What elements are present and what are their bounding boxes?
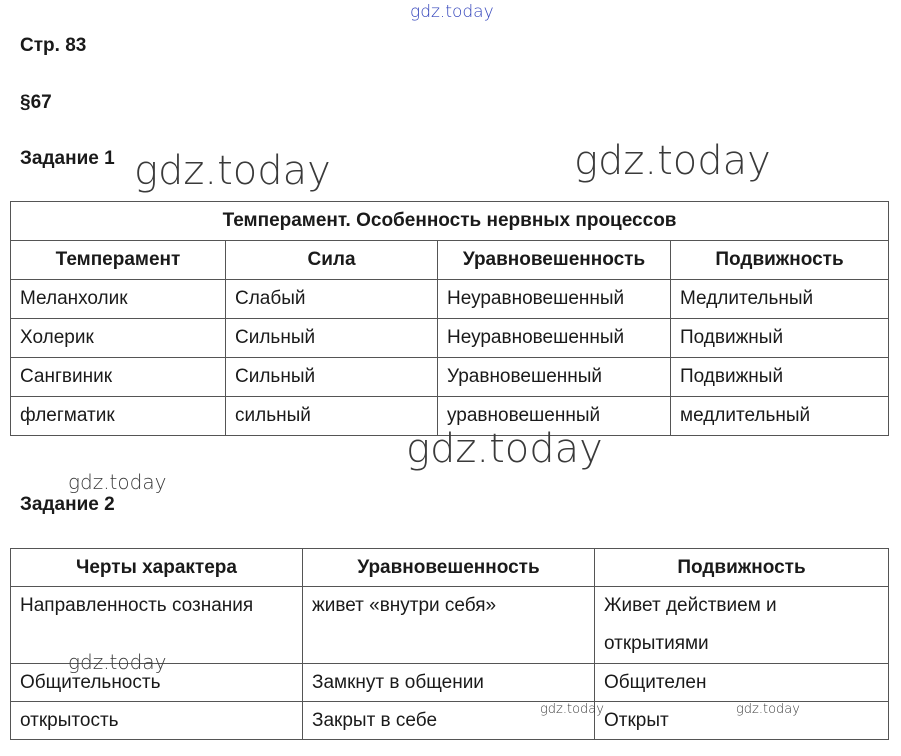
column-header: Уравновешенность [438,241,671,280]
table-cell: Сангвиник [11,358,226,397]
table-cell: Уравновешенный [438,358,671,397]
watermark: gdz.today [574,138,771,184]
table-cell: открытость [11,702,303,740]
table-cell: Сильный [226,358,438,397]
table-cell: Неуравновешенный [438,280,671,319]
watermark: gdz.today [134,148,331,194]
table-cell: Открыт [595,702,889,740]
watermark: gdz.today [406,426,603,472]
column-header: Сила [226,241,438,280]
table-cell: Меланхолик [11,280,226,319]
watermark: gdz.today [68,650,167,674]
temperament-table [10,201,889,436]
watermark: gdz.today [736,702,800,717]
table-row [11,358,889,397]
table-cell: медлительный [671,397,889,436]
column-header: Темперамент [11,241,226,280]
table-cell: сильный [226,397,438,436]
column-header: Уравновешенность [303,549,595,587]
task-2-title: Задание 2 [20,494,115,515]
table-header-row [11,549,889,587]
table-cell: Направленность сознания [11,587,303,664]
table-cell: Сильный [226,319,438,358]
table-cell: флегматик [11,397,226,436]
table-cell: Слабый [226,280,438,319]
paragraph-number: §67 [20,92,52,113]
table-header-row [11,241,889,280]
column-header: Подвижность [671,241,889,280]
table-cell: Неуравновешенный [438,319,671,358]
table-cell: Холерик [11,319,226,358]
table-cell: Общителен [595,664,889,702]
table-cell: Медлительный [671,280,889,319]
column-header: Подвижность [595,549,889,587]
table-cell: живет «внутри себя» [303,587,595,664]
table-cell: Подвижный [671,358,889,397]
page-number: Стр. 83 [20,35,87,56]
column-header: Черты характера [11,549,303,587]
task-1-title: Задание 1 [20,148,115,169]
table-cell: Подвижный [671,319,889,358]
table-caption: Темперамент. Особенность нервных процессов [11,202,889,241]
table-row [11,319,889,358]
table-cell: Закрыт в себе [303,702,595,740]
table-cell: Замкнут в общении [303,664,595,702]
table-cell: Живет действием и открытиями [595,587,889,664]
table-cell: Общительность [11,664,303,702]
watermark: gdz.today [410,2,494,22]
table-cell: уравновешенный [438,397,671,436]
watermark: gdz.today [540,702,604,717]
watermark: gdz.today [68,470,167,494]
table-row [11,280,889,319]
